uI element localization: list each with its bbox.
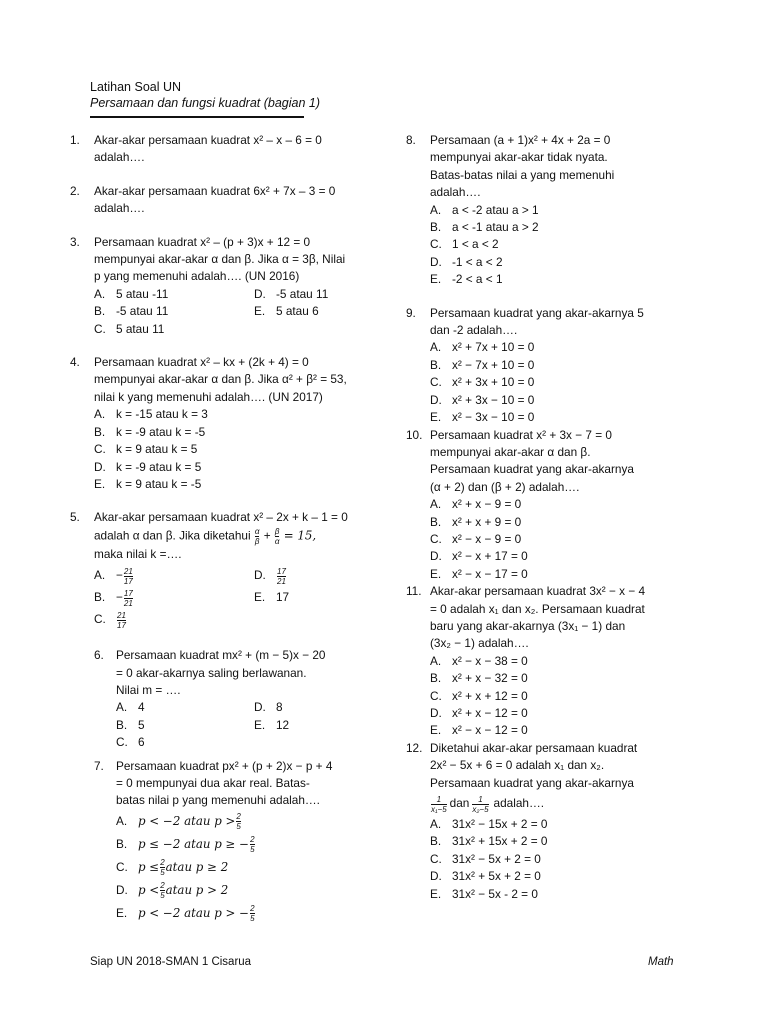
option-letter: E. [116, 905, 128, 920]
stem-line: Persamaan kuadrat x² – (p + 3)x + 12 = 0 [94, 234, 311, 249]
question-3 [70, 234, 370, 338]
option-letter: E. [254, 304, 266, 319]
fraction-denominator: 5 [250, 844, 255, 854]
question-10 [406, 427, 706, 584]
footer-source: Siap UN 2018-SMAN 1 Cisarua [90, 956, 252, 968]
fraction-numerator: β [274, 526, 280, 536]
option-b[interactable] [94, 587, 254, 609]
option-fraction [160, 858, 164, 877]
option-e[interactable] [254, 587, 384, 609]
option-letter: E. [254, 590, 266, 605]
answer-options [430, 653, 706, 740]
answer-options [430, 202, 706, 289]
option-letter: B. [116, 717, 128, 732]
option-letter: C. [430, 375, 442, 390]
stem-line: Batas-batas nilai a yang memenuhi [430, 167, 615, 182]
option-a[interactable] [430, 496, 706, 513]
stem-line: Persamaan kuadrat x² – kx + (2k + 4) = 0 [94, 355, 309, 370]
stem-line: = 0 adalah x₁ dan x₂. Persamaan kuadrat [430, 601, 645, 616]
stem-line: Akar-akar persamaan kuadrat 6x² + 7x – 3 = 0 [94, 183, 336, 198]
option-fraction [236, 812, 240, 831]
option-text: p < −2 atau p > − [138, 905, 250, 920]
option-letter: B. [430, 220, 442, 235]
stem-line: = 0 mempunyai dua akar real. Batas- [116, 775, 310, 790]
option-d[interactable] [254, 699, 364, 716]
option-d[interactable] [94, 459, 370, 476]
question-stem [94, 234, 370, 286]
option-d[interactable] [430, 254, 706, 271]
fraction-numerator: 2 [250, 903, 255, 913]
option-d[interactable] [254, 565, 384, 587]
option-c[interactable] [430, 688, 706, 705]
fraction-denominator: 21 [123, 598, 133, 608]
fraction-denominator: α [274, 536, 280, 546]
stem-line: Akar-akar persamaan kuadrat x² – 2x + k – 1 = 0 [94, 510, 348, 525]
option-text: x² + 3x + 10 = 0 [452, 375, 535, 390]
option-e[interactable] [116, 902, 370, 925]
option-text: x² − x − 17 = 0 [452, 566, 528, 581]
option-text: x² − x − 38 = 0 [452, 653, 528, 668]
option-letter: A. [430, 497, 442, 512]
fraction-denominator: 5 [160, 890, 165, 900]
option-letter: E. [94, 476, 106, 491]
stem-line: adalah…. [94, 201, 145, 216]
option-letter: C. [430, 531, 442, 546]
question-number: 9. [406, 305, 416, 320]
question-stem [430, 583, 706, 653]
question-stem [116, 758, 370, 810]
question-stem [116, 647, 370, 699]
question-number: 11. [406, 584, 422, 599]
option-letter: A. [116, 700, 128, 715]
fraction-numerator: 2 [250, 834, 255, 844]
option-b[interactable] [94, 303, 254, 320]
option-letter: B. [430, 514, 442, 529]
option-text: p < [138, 882, 160, 897]
question-number: 4. [70, 355, 80, 370]
option-fraction [117, 611, 126, 630]
option-letter: C. [116, 859, 128, 874]
option-letter: E. [254, 717, 266, 732]
fraction-denominator: 17 [123, 576, 133, 586]
stem-text: dan [449, 796, 470, 811]
question-stem [430, 305, 706, 340]
option-e[interactable] [94, 476, 370, 493]
option-text: 31x² − 5x + 2 = 0 [452, 851, 541, 866]
option-b[interactable] [430, 357, 706, 374]
question-number: 1. [70, 133, 80, 147]
option-letter: B. [94, 424, 106, 439]
option-d[interactable] [116, 879, 370, 902]
question-8 [406, 132, 706, 289]
option-text: 5 [138, 717, 145, 732]
option-text: x² − x + 17 = 0 [452, 549, 528, 564]
option-a[interactable] [430, 816, 706, 833]
option-fraction [124, 589, 133, 608]
answer-options [116, 810, 370, 925]
stem-line: Nilai m = …. [116, 682, 181, 697]
question-1 [70, 132, 370, 167]
option-text: 31x² + 5x + 2 = 0 [452, 869, 541, 884]
page-title: Latihan Soal UN [90, 80, 182, 94]
option-letter: A. [94, 407, 106, 422]
right-column [406, 132, 706, 903]
option-letter: D. [116, 882, 128, 897]
fraction-denominator: x₂−5 [472, 804, 489, 814]
option-a[interactable] [430, 339, 706, 356]
fraction-denominator: 17 [117, 620, 126, 630]
option-letter: C. [430, 688, 442, 703]
option-d[interactable] [430, 705, 706, 722]
option-letter: B. [430, 357, 442, 372]
option-letter: E. [430, 566, 442, 581]
option-c[interactable] [94, 321, 254, 338]
question-stem [94, 354, 370, 406]
fraction-reciprocal-2 [472, 795, 488, 814]
stem-line: mempunyai akar-akar α dan β. Jika α² + β² = 53, [94, 372, 347, 387]
option-text: x² + 3x − 10 = 0 [452, 392, 535, 407]
option-letter: C. [94, 321, 106, 336]
option-text: x² − 3x − 10 = 0 [452, 410, 535, 425]
question-7 [70, 758, 370, 925]
question-4 [70, 354, 370, 493]
option-letter: E. [430, 272, 442, 287]
option-text: x² − 7x + 10 = 0 [452, 357, 535, 372]
fraction-denominator: 5 [250, 913, 255, 923]
option-letter: C. [94, 442, 106, 457]
option-letter: E. [430, 410, 442, 425]
stem-line: Persamaan kuadrat yang akar-akarnya 5 [430, 305, 644, 320]
question-number: 3. [70, 234, 80, 249]
option-text: x² + x − 12 = 0 [452, 706, 528, 720]
fraction-numerator: 21 [123, 566, 133, 576]
option-text: k = -9 atau k = -5 [116, 424, 206, 439]
option-text: 4 [138, 700, 145, 715]
option-text: atau p > 2 [165, 882, 229, 897]
option-letter: D. [430, 549, 442, 564]
option-text: -2 < a < 1 [452, 272, 503, 287]
option-c[interactable] [430, 851, 706, 868]
stem-line [94, 527, 370, 546]
option-letter: B. [94, 304, 106, 319]
option-text: -5 atau 11 [276, 286, 329, 301]
option-fraction [250, 835, 254, 854]
option-text: x² + x + 12 = 0 [452, 688, 528, 703]
option-text: k = 9 atau k = -5 [116, 476, 202, 491]
question-stem [94, 132, 370, 167]
fraction-numerator: 1 [436, 794, 442, 804]
question-2 [70, 183, 370, 218]
option-text: x² + 7x + 10 = 0 [452, 340, 535, 355]
stem-line: mempunyai akar-akar α dan β. [430, 444, 591, 459]
fraction-numerator: 17 [277, 566, 286, 576]
fraction-reciprocal-1 [431, 795, 447, 814]
option-e[interactable] [430, 271, 706, 288]
option-text: x² + x − 9 = 0 [452, 497, 522, 512]
option-b[interactable] [94, 424, 370, 441]
question-11 [406, 583, 706, 740]
option-letter: A. [430, 202, 442, 217]
question-stem [430, 427, 706, 497]
option-c[interactable] [430, 236, 706, 253]
option-text: k = -9 atau k = 5 [116, 459, 202, 474]
answer-options [430, 339, 706, 426]
question-number: 2. [70, 183, 80, 198]
option-letter: D. [94, 459, 106, 474]
option-letter: C. [430, 237, 442, 252]
option-text: 6 [138, 735, 145, 750]
question-number: 8. [406, 133, 416, 147]
question-number: 10. [406, 427, 423, 442]
option-letter: C. [430, 851, 442, 866]
option-text: 31x² − 5x - 2 = 0 [452, 886, 538, 901]
fraction-alpha-over-beta [255, 527, 260, 546]
option-text: 31x² + 15x + 2 = 0 [452, 834, 548, 849]
question-number: 12. [406, 740, 423, 755]
option-letter: B. [430, 834, 442, 849]
option-text: 31x² − 15x + 2 = 0 [452, 817, 548, 832]
stem-line: p yang memenuhi adalah…. (UN 2016) [94, 269, 300, 284]
option-b[interactable] [116, 833, 370, 856]
option-letter: A. [94, 286, 106, 301]
option-letter: D. [254, 700, 266, 715]
fraction-numerator: α [254, 526, 260, 536]
answer-options [94, 406, 370, 493]
option-a[interactable] [94, 406, 370, 423]
option-letter: D. [430, 254, 442, 269]
question-9 [406, 305, 706, 427]
option-letter: C. [94, 612, 106, 627]
option-text: a < -2 atau a > 1 [452, 202, 539, 217]
minus-sign: − [116, 568, 123, 583]
option-c[interactable] [430, 374, 706, 391]
option-text: p < −2 atau p > [138, 813, 236, 828]
option-text: -5 atau 11 [116, 304, 169, 319]
title-underline [90, 116, 304, 118]
option-e[interactable] [254, 303, 384, 320]
option-text: x² + x − 32 = 0 [452, 671, 528, 686]
option-text: x² − x − 9 = 0 [452, 531, 522, 546]
option-letter: A. [430, 817, 442, 832]
fraction-denominator: 5 [160, 867, 165, 877]
option-c[interactable] [430, 531, 706, 548]
question-stem [94, 509, 370, 563]
option-fraction [277, 567, 286, 586]
option-letter: A. [430, 653, 442, 668]
stem-line: adalah…. [430, 185, 481, 200]
question-12 [406, 740, 706, 903]
stem-line: Persamaan kuadrat yang akar-akarnya [430, 462, 634, 477]
option-letter: A. [430, 340, 442, 355]
equals-value: = 15, [283, 528, 317, 543]
stem-line: Persamaan kuadrat x² + 3x − 7 = 0 [430, 427, 612, 442]
option-e[interactable] [430, 566, 706, 583]
option-a[interactable] [94, 286, 254, 303]
question-stem [430, 740, 706, 816]
option-fraction [160, 881, 164, 900]
stem-line: 2x² − 5x + 6 = 0 adalah x₁ dan x₂. [430, 758, 605, 773]
stem-line: Persamaan kuadrat mx² + (m − 5)x − 20 [116, 648, 326, 663]
fraction-beta-over-alpha [275, 527, 280, 546]
option-e[interactable] [430, 409, 706, 426]
left-column [70, 132, 370, 925]
option-text: 5 atau 11 [116, 321, 165, 336]
page-subtitle: Persamaan dan fungsi kuadrat (bagian 1) [90, 96, 321, 110]
option-b[interactable] [116, 717, 254, 734]
fraction-denominator: β [254, 536, 260, 546]
option-a[interactable] [116, 810, 370, 833]
option-a[interactable] [430, 653, 706, 670]
option-letter: D. [430, 392, 442, 407]
option-c[interactable] [116, 856, 370, 879]
option-text: x² − x − 12 = 0 [452, 723, 528, 738]
option-text: 5 atau -11 [116, 286, 169, 301]
answer-options [430, 816, 706, 903]
stem-line: (3x₂ − 1) adalah…. [430, 636, 529, 651]
option-d[interactable] [430, 548, 706, 565]
option-letter: D. [430, 869, 442, 884]
fraction-numerator: 2 [160, 880, 165, 890]
option-text: 1 < a < 2 [452, 237, 499, 252]
fraction-numerator: 17 [123, 588, 133, 598]
stem-line: = 0 akar-akarnya saling berlawanan. [116, 665, 307, 680]
answer-options [94, 286, 370, 338]
stem-text: adalah…. [493, 796, 545, 811]
question-6 [70, 647, 370, 751]
answer-options [116, 699, 370, 751]
question-5 [70, 509, 370, 631]
option-letter: E. [430, 886, 442, 901]
fraction-numerator: 2 [160, 857, 165, 867]
option-letter: B. [116, 836, 128, 851]
option-text: p ≤ −2 atau p ≥ − [138, 836, 250, 851]
option-text: k = 9 atau k = 5 [116, 442, 198, 457]
option-e[interactable] [430, 886, 706, 903]
fraction-denominator: 21 [277, 576, 286, 586]
option-a[interactable] [94, 565, 254, 587]
option-text: 17 [276, 590, 290, 605]
stem-line: mempunyai akar-akar α dan β. Jika α = 3β, Nilai [94, 252, 346, 267]
stem-line: mempunyai akar-akar tidak nyata. [430, 150, 608, 165]
option-c[interactable] [94, 609, 254, 631]
option-text: x² + x + 9 = 0 [452, 514, 522, 529]
fraction-denominator: x₁−5 [431, 804, 447, 814]
option-letter: B. [94, 590, 106, 605]
option-d[interactable] [430, 392, 706, 409]
option-d[interactable] [254, 286, 384, 303]
option-letter: D. [430, 706, 442, 720]
option-c[interactable] [94, 441, 370, 458]
stem-line: nilai k yang memenuhi adalah…. (UN 2017) [94, 389, 323, 404]
option-e[interactable] [430, 722, 706, 739]
answer-options [94, 565, 370, 631]
option-letter: D. [254, 568, 266, 583]
option-text: a < -1 atau a > 2 [452, 220, 539, 235]
option-letter: A. [94, 568, 106, 583]
option-text: 5 atau 6 [276, 304, 319, 319]
fraction-numerator: 1 [478, 794, 483, 804]
fraction-denominator: 5 [236, 821, 241, 831]
question-number: 5. [70, 510, 80, 525]
fraction-numerator: 21 [117, 610, 126, 620]
option-c[interactable] [116, 734, 254, 751]
option-d[interactable] [430, 868, 706, 885]
option-b[interactable] [430, 833, 706, 850]
option-letter: C. [116, 735, 128, 750]
option-a[interactable] [116, 699, 254, 716]
option-letter: B. [430, 671, 442, 686]
option-fraction [250, 904, 254, 923]
question-stem [94, 183, 370, 218]
option-b[interactable] [430, 514, 706, 531]
option-text: -1 < a < 2 [452, 254, 503, 269]
question-stem [430, 132, 706, 202]
stem-text: adalah α dan β. Jika diketahui [94, 528, 251, 543]
option-text: atau p ≥ 2 [165, 859, 229, 874]
footer-subject: Math [648, 956, 674, 968]
minus-sign: − [116, 590, 123, 605]
answer-options [430, 496, 706, 583]
stem-line: (α + 2) dan (β + 2) adalah…. [430, 479, 580, 494]
stem-line: dan -2 adalah…. [430, 323, 518, 338]
option-text: 8 [276, 700, 283, 715]
stem-line: Akar-akar persamaan kuadrat x² – x – 6 = 0 [94, 133, 322, 147]
stem-line: Persamaan kuadrat px² + (p + 2)x − p + 4 [116, 758, 333, 773]
stem-line: maka nilai k =…. [94, 546, 182, 561]
stem-line: Akar-akar persamaan kuadrat 3x² − x − 4 [430, 584, 646, 599]
question-number: 6. [94, 648, 104, 663]
plus-sign: + [263, 528, 271, 543]
stem-line [430, 792, 706, 816]
option-letter: E. [430, 723, 442, 738]
fraction-numerator: 2 [236, 811, 241, 821]
stem-line: Persamaan kuadrat yang akar-akarnya [430, 775, 634, 790]
option-letter: A. [116, 813, 128, 828]
option-text: 12 [276, 717, 290, 732]
option-letter: D. [254, 286, 266, 301]
stem-line: Diketahui akar-akar persamaan kuadrat [430, 740, 638, 755]
question-number: 7. [94, 758, 104, 773]
stem-line: Persamaan (a + 1)x² + 4x + 2a = 0 [430, 133, 611, 147]
option-e[interactable] [254, 717, 364, 734]
stem-line: baru yang akar-akarnya (3x₁ − 1) dan [430, 618, 626, 633]
option-text: k = -15 atau k = 3 [116, 407, 208, 422]
stem-line: adalah…. [94, 150, 145, 165]
option-b[interactable] [430, 219, 706, 236]
option-b[interactable] [430, 670, 706, 687]
option-a[interactable] [430, 202, 706, 219]
option-fraction [124, 567, 133, 586]
option-text: p ≤ [138, 859, 160, 874]
stem-line: batas nilai p yang memenuhi adalah…. [116, 793, 320, 808]
